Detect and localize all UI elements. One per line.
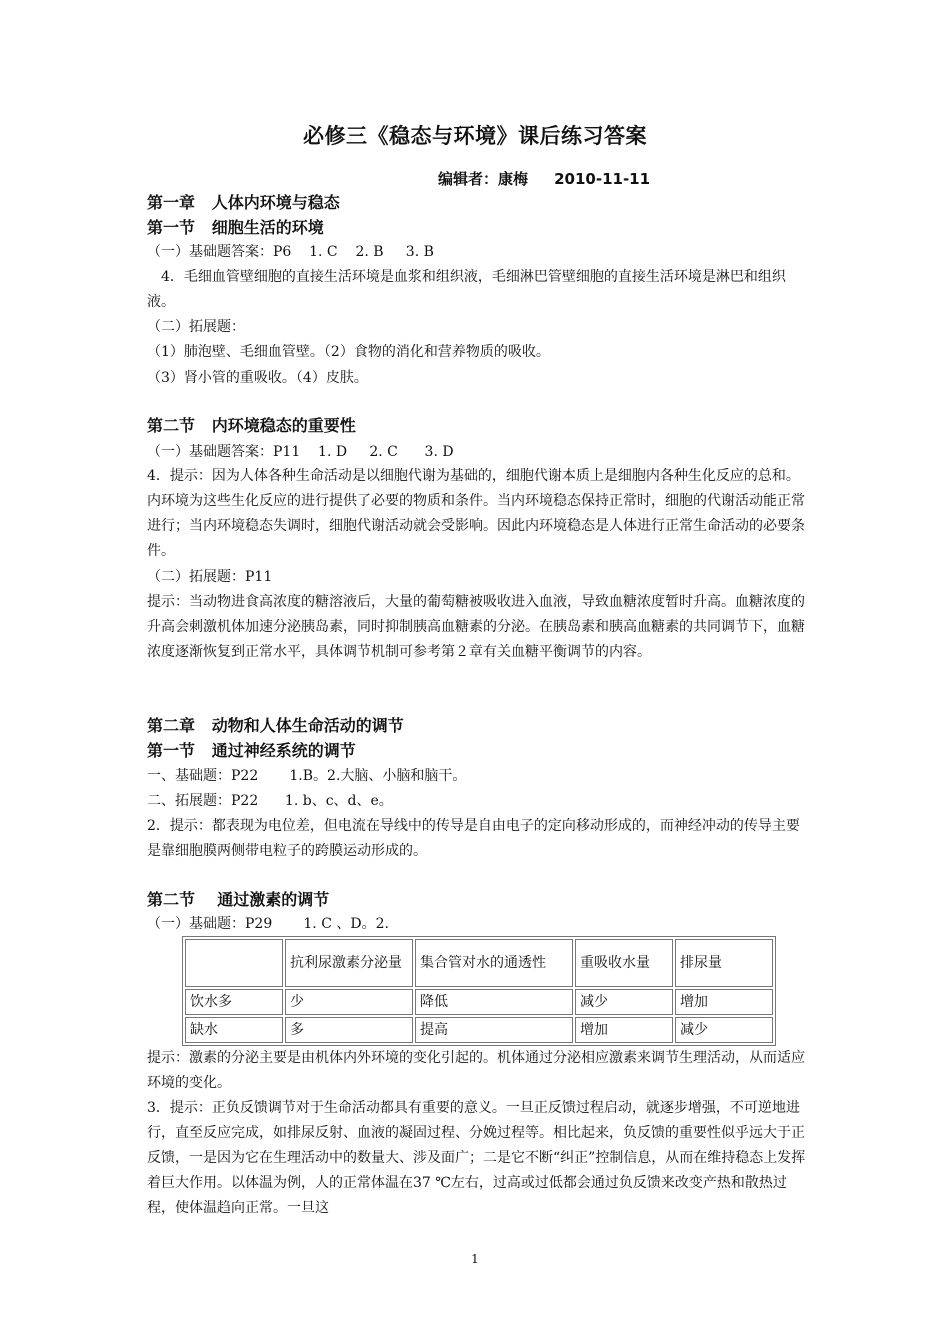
ch1-s1-q4-answer: 4．毛细血管壁细胞的直接生活环境是血浆和组织液，毛细淋巴管壁细胞的直接生活环境是淋巴和组织液。 [147, 269, 786, 310]
ch2-section2-heading: 第二节 通过激素的调节 [147, 890, 330, 909]
ch2-s2-q3-answer: 3．提示：正负反馈调节对于生命活动都具有重要的意义。一旦正反馈过程启动，就逐步增强，不可逆地进行，直至反应完成，如排尿反射、血液的凝固过程、分娩过程等。相比起来，负反馈的重要性似乎远大于正反馈，一是因为它在生理活动中的数量大、涉及面广；二是它不断“纠正”控制信息，从而在维持稳态上发挥着巨大作用。以体温为例，人的正常体温在37 ℃左右，过高或过低都会通过负反馈来改变产热和散热过程，使体温趋向正常。一旦这 [147, 1100, 806, 1216]
chapter1-heading: 第一章 人体内环境与稳态 [147, 193, 340, 212]
table-cell: 增加 [675, 989, 773, 1015]
ch1-s2-extension-answer: 提示：当动物进食高浓度的糖溶液后，大量的葡萄糖被吸收进入血液，导致血糖浓度暂时升高。血糖浓度的升高会刺激机体加速分泌胰岛素，同时抑制胰高血糖素的分泌。在胰岛素和胰高血糖素的共同调节下，血糖浓度逐渐恢复到正常水平，具体调节机制可参考第２章有关血糖平衡调节的内容。 [147, 594, 805, 660]
ch1-s1-extension-line1: （1）肺泡壁、毛细血管壁。（2）食物的消化和营养物质的吸收。 [147, 344, 550, 360]
ch1-s1-extension-line2: （3）肾小管的重吸收。（4）皮肤。 [147, 370, 368, 386]
table-cell: 缺水 [185, 1017, 283, 1043]
ch2-s1-q2-answer: 2．提示：都表现为电位差，但电流在导线中的传导是自由电子的定向移动形成的，而神经冲动的传导主要是靠细胞膜两侧带电粒子的跨膜运动形成的。 [147, 818, 800, 859]
table-header-row [185, 939, 773, 987]
chapter2-heading: 第二章 动物和人体生命活动的调节 [147, 716, 404, 735]
table-header-cell: 排尿量 [675, 939, 773, 987]
ch2-s2-basic-answers: （一）基础题：P29 1. C 、D。2. [147, 916, 389, 932]
ch2-s2-hint-answer: 提示：激素的分泌主要是由机体内外环境的变化引起的。机体通过分泌相应激素来调节生理活动，从而适应环境的变化。 [147, 1050, 805, 1091]
ch1-s1-extension-label: （二）拓展题： [147, 319, 245, 335]
table-cell: 饮水多 [185, 989, 283, 1015]
table-cell: 少 [285, 989, 413, 1015]
table-cell: 降低 [415, 989, 573, 1015]
table-cell: 增加 [575, 1017, 673, 1043]
ch1-section1-heading: 第一节 细胞生活的环境 [147, 218, 324, 237]
ch1-s2-extension-label: （二）拓展题：P11 [147, 569, 273, 585]
ch2-section1-heading: 第一节 通过神经系统的调节 [147, 741, 356, 760]
table-cell: 提高 [415, 1017, 573, 1043]
table-header-cell: 重吸收水量 [575, 939, 673, 987]
document-title: 必修三《稳态与环境》课后练习答案 [303, 124, 647, 148]
table-cell: 多 [285, 1017, 413, 1043]
ch1-s2-basic-answers: （一）基础题答案：P11 1. D 2. C 3. D [147, 444, 454, 460]
table-row [185, 989, 773, 1015]
ch1-s2-q4-answer: 4．提示：因为人体各种生命活动是以细胞代谢为基础的，细胞代谢本质上是细胞内各种生化反应的总和。内环境为这些生化反应的进行提供了必要的物质和条件。当内环境稳态保持正常时，细胞的代谢活动能正常进行；当内环境稳态失调时，细胞代谢活动就会受影响。因此内环境稳态是人体进行正常生命活动的必要条件。 [147, 468, 805, 559]
ch1-s1-basic-answers: （一）基础题答案：P6 1. C 2. B 3. B [147, 244, 434, 260]
table-header-cell: 抗利尿激素分泌量 [285, 939, 413, 987]
table-row [185, 1017, 773, 1043]
page-number: 1 [471, 1252, 479, 1266]
table-cell: 减少 [575, 989, 673, 1015]
ch2-s1-extension-answers: 二、拓展题：P22 1. b、c、d、e。 [147, 793, 393, 809]
hormone-regulation-table [182, 936, 776, 1046]
ch1-section2-heading: 第二节 内环境稳态的重要性 [147, 416, 356, 435]
table-header-cell: 集合管对水的通透性 [415, 939, 573, 987]
editor-line: 编辑者：康梅 2010-11-11 [438, 170, 651, 188]
table-cell: 减少 [675, 1017, 773, 1043]
ch2-s1-basic-answers: 一、基础题：P22 1.B。2.大脑、小脑和脑干。 [147, 768, 467, 784]
table-header-cell [185, 939, 283, 987]
